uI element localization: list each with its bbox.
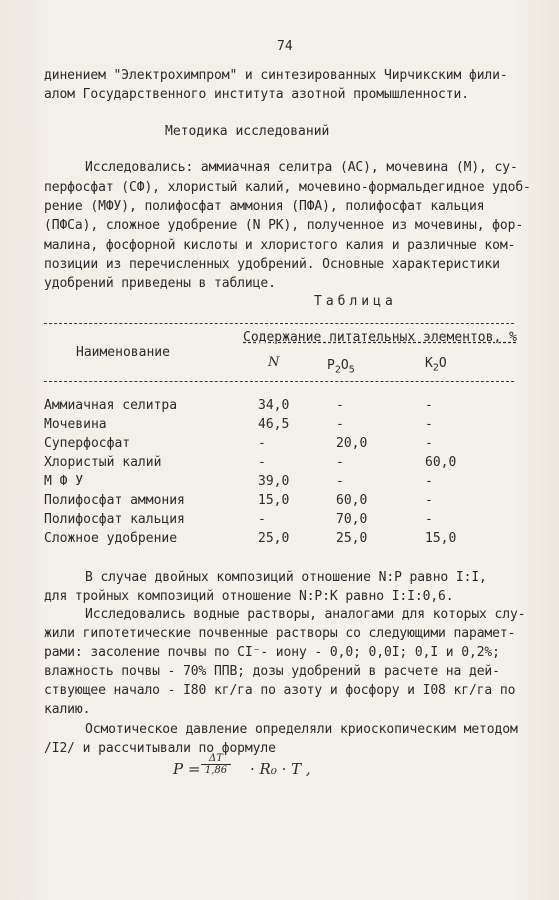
text-line: Исследовались: аммиачная селитра (АС), мочевина (М), су-: [85, 160, 518, 175]
formula-lhs: P =: [173, 760, 201, 778]
table-cell-k: -: [425, 436, 433, 451]
table-rule-header: [44, 381, 514, 382]
text-line: (ПФСа), сложное удобрение (N РК), полученное из мочевины, фор-: [44, 218, 524, 233]
table-cell-k: -: [425, 512, 433, 527]
table-cell-k: 60,0: [425, 455, 457, 470]
table-cell-n: -: [258, 455, 266, 470]
formula-rhs: · R₀ · T ,: [250, 760, 311, 778]
text-line: перфосфат (СФ), хлористый калий, мочевино-формальдегидное удоб-: [44, 180, 531, 195]
text-line: для тройных композиций отношение N:Р:К равно I:I:0,6.: [44, 589, 454, 604]
table-row-name: Полифосфат кальция: [44, 512, 185, 527]
table-cell-n: 39,0: [258, 474, 290, 489]
table-col-n: N: [268, 355, 280, 370]
table-header-name: Наименование: [76, 345, 170, 360]
table-cell-n: -: [258, 512, 266, 527]
table-cell-p: -: [336, 417, 344, 432]
table-cell-p: -: [336, 398, 344, 413]
text-line: удобрений приведены в таблице.: [44, 276, 276, 291]
text-line: калию.: [44, 702, 91, 717]
table-cell-n: 25,0: [258, 531, 290, 546]
table-row-name: Полифосфат аммония: [44, 493, 185, 508]
table-row-name: Аммиачная селитра: [44, 398, 178, 413]
text-line: ствующее начало - I80 кг/га по азоту и фосфору и I08 кг/га по: [44, 683, 516, 698]
table-cell-n: 46,5: [258, 417, 290, 432]
table-cell-k: -: [425, 493, 433, 508]
table-cell-k: -: [425, 417, 433, 432]
table-rule-top: [44, 323, 514, 324]
table-col-p: $P_2O_5$: [327, 358, 355, 376]
table-cell-p: 20,0: [336, 436, 368, 451]
formula-fraction: [201, 753, 231, 776]
text-line: влажность почвы - 70% ППВ; дозы удобрений в расчете на дей-: [44, 664, 500, 679]
text-line: динением "Электрохимпром" и синтезированных Чирчикским фили-: [44, 68, 508, 83]
page-number: 74: [277, 39, 293, 54]
table-row-name: Мочевина: [44, 417, 107, 432]
text-line: позиции из перечисленных удобрений. Основные характеристики: [44, 257, 500, 272]
table-header-group: Содержание питательных элементов, %: [243, 330, 517, 345]
table-cell-p: 60,0: [336, 493, 368, 508]
text-line: В случае двойных композиций отношение N:Р равно I:I,: [85, 570, 487, 585]
text-line: /I2/ и рассчитывали по формуле: [44, 741, 276, 756]
table-cell-k: -: [425, 474, 433, 489]
table-row-name: Хлористый калий: [44, 455, 162, 470]
table-cell-p: -: [336, 474, 344, 489]
text-line: малина, фосфорной кислоты и хлористого калия и различные ком-: [44, 238, 516, 253]
table-cell-n: 15,0: [258, 493, 290, 508]
table-cell-n: 34,0: [258, 398, 290, 413]
table-cell-p: -: [336, 455, 344, 470]
text-line: рение (МФУ), полифосфат аммония (ПФА), полифосфат кальция: [44, 199, 485, 214]
text-line: рами: засоление почвы по СI⁻- иону - 0,0; 0,0I; 0,I и 0,2%;: [44, 645, 500, 660]
text-line: жили гипотетические почвенные растворы со следующими парамет-: [44, 626, 516, 641]
table-cell-n: -: [258, 436, 266, 451]
formula-denominator: 1,86: [204, 765, 228, 776]
section-heading: Методика исследований: [165, 124, 330, 139]
text-line: Осмотическое давление определяли криоскопическим методом: [85, 722, 518, 737]
text-line: алом Государственного института азотной промышленности.: [44, 87, 469, 102]
formula-numerator: ΔT: [201, 753, 231, 765]
table-cell-p: 25,0: [336, 531, 368, 546]
table-cell-p: 70,0: [336, 512, 368, 527]
table-col-k: $K_2O$: [425, 356, 447, 374]
table-row-name: Суперфосфат: [44, 436, 131, 451]
text-line: Исследовались водные растворы, аналогами для которых слу-: [85, 607, 526, 622]
table-title: Таблица: [314, 294, 397, 309]
table-row-name: М Ф У: [44, 474, 84, 489]
table-cell-k: -: [425, 398, 433, 413]
table-row-name: Сложное удобрение: [44, 531, 178, 546]
table-cell-k: 15,0: [425, 531, 457, 546]
